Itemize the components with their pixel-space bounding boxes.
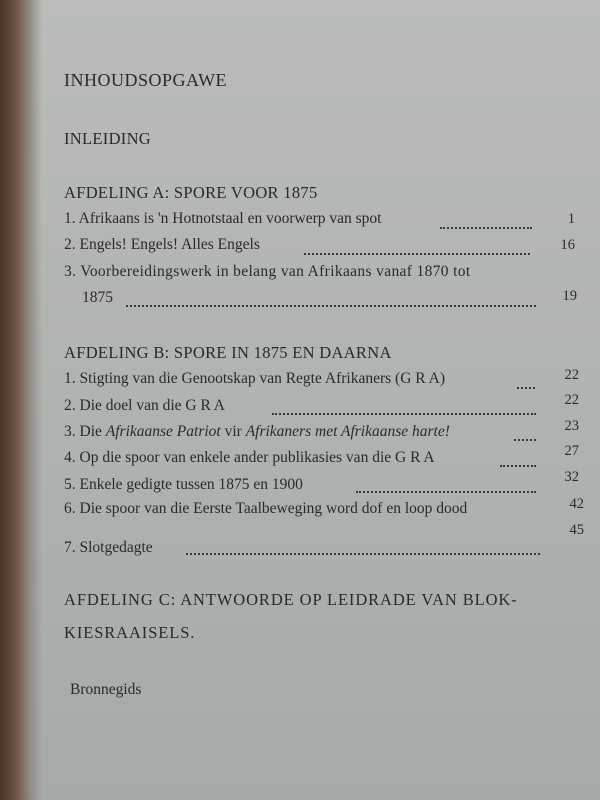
section-b-entry-7: 7. Slotgedagte (64, 539, 153, 556)
page-number: 16 (560, 237, 575, 253)
section-a-entry-3-cont: 1875 (82, 289, 113, 306)
page-number: 22 (564, 392, 579, 408)
section-c-heading-line-2: KIESRAAISELS. (64, 623, 196, 642)
page-number: 19 (562, 288, 577, 304)
leader-dots (272, 412, 536, 415)
page-number: 22 (564, 367, 579, 383)
leader-dots (126, 304, 536, 307)
leader-dots (440, 226, 532, 229)
section-b-heading: AFDELING B: SPORE IN 1875 EN DAARNA (64, 343, 392, 362)
leader-dots (356, 490, 536, 493)
page-number: 27 (564, 443, 579, 459)
page-number: 45 (569, 522, 584, 538)
section-a-entry-1: 1. Afrikaans is 'n Hotnotstaal en voorwerp van spot (64, 210, 382, 227)
section-b-entry-4: 4. Op die spoor van enkele ander publikasies van die G R A (64, 449, 435, 466)
leader-dots (186, 552, 540, 555)
sources-heading: Bronnegids (70, 681, 142, 698)
leader-dots (517, 386, 535, 389)
section-b-entry-3: 3. Die Afrikaanse Patriot vir Afrikaners met Afrikaanse harte! (64, 423, 450, 440)
leader-dots (514, 438, 536, 441)
section-a-entry-3: 3. Voorbereidingswerk in belang van Afrikaans vanaf 1870 tot (64, 263, 471, 280)
section-a-heading: AFDELING A: SPORE VOOR 1875 (64, 183, 318, 202)
section-b-entry-1: 1. Stigting van die Genootskap van Regte Afrikaners (G R A) (64, 370, 445, 387)
section-a-entry-2: 2. Engels! Engels! Alles Engels (64, 236, 260, 253)
page-number: 32 (564, 469, 579, 485)
page-number: 42 (569, 496, 584, 512)
page-gutter-shadow (0, 0, 42, 800)
intro-heading: INLEIDING (64, 129, 152, 148)
page-number: 1 (567, 211, 575, 227)
toc-title: INHOUDSOPGAWE (64, 70, 228, 90)
section-c-heading-line-1: AFDELING C: ANTWOORDE OP LEIDRADE VAN BLOK- (64, 590, 518, 609)
page-number: 23 (564, 418, 579, 434)
section-b-entry-5: 5. Enkele gedigte tussen 1875 en 1900 (64, 476, 303, 493)
leader-dots (304, 252, 530, 255)
section-b-entry-6: 6. Die spoor van die Eerste Taalbeweging word dof en loop dood (64, 500, 468, 517)
section-b-entry-2: 2. Die doel van die G R A (64, 397, 226, 414)
leader-dots (500, 464, 536, 467)
